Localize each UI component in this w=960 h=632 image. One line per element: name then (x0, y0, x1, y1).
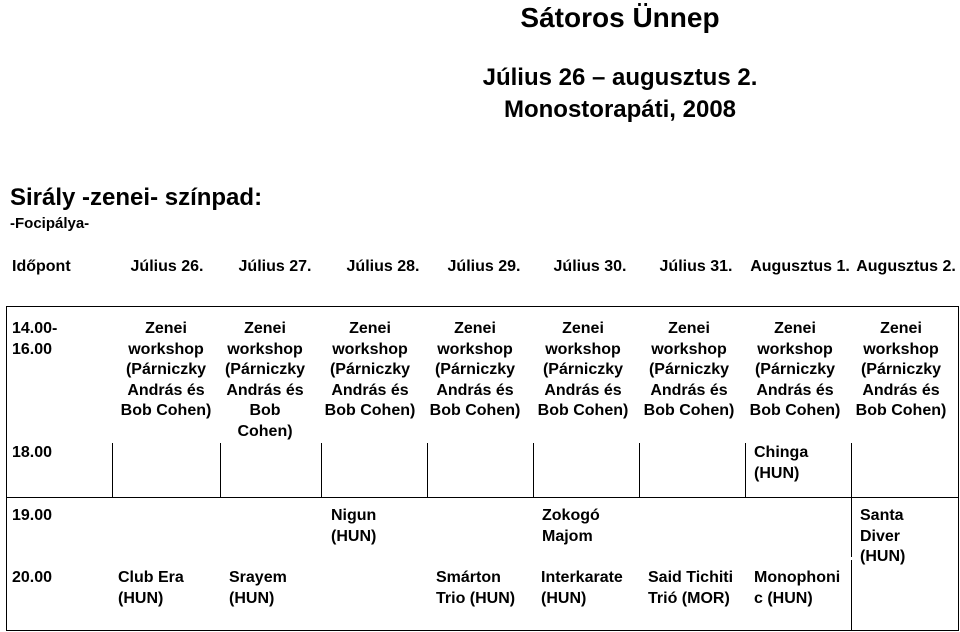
stage-title: Sirály -zenei- színpad: (10, 184, 263, 211)
performer-cell: Nigun (HUN) (331, 507, 377, 545)
table-rule (533, 443, 534, 497)
table-rule (958, 443, 959, 497)
performer-cell: Chinga (HUN) (754, 444, 809, 482)
performer-cell: Said Tichiti Trió (MOR) (648, 569, 734, 607)
workshop-cell: Zenei workshop (Párniczky András és Bob Cohen) (855, 320, 947, 420)
workshop-cell: Zenei workshop (Párniczky András és Bob Cohen) (224, 320, 306, 440)
table-rule (321, 443, 322, 497)
header-aug2: Augusztus 2. (856, 258, 956, 275)
table-rule (112, 443, 113, 497)
time-14-16: 14.00-16.00 (12, 320, 58, 358)
workshop-cell: Zenei workshop (Párniczky András és Bob Cohen) (537, 320, 629, 420)
event-dates: Július 26 – augusztus 2. (482, 64, 758, 91)
table-rule (745, 443, 746, 497)
workshop-cell: Zenei workshop (Párniczky András és Bob Cohen) (749, 320, 841, 420)
page-title: Sátoros Ünnep (520, 2, 720, 33)
header-jul29: Július 29. (447, 258, 521, 275)
performer-cell: Santa Diver (HUN) (860, 507, 906, 566)
performer-cell: Monophonic (HUN) (754, 569, 841, 607)
table-rule (427, 443, 428, 497)
event-place: Monostorapáti, 2008 (503, 96, 737, 123)
header-jul27: Július 27. (238, 258, 312, 275)
header-aug1: Augusztus 1. (750, 258, 850, 275)
workshop-cell: Zenei workshop (Párniczky András és Bob Cohen) (120, 320, 212, 420)
time-18: 18.00 (12, 444, 53, 461)
performer-cell: Club Era (HUN) (118, 569, 184, 607)
header-jul31: Július 31. (659, 258, 733, 275)
table-rule (851, 443, 852, 497)
workshop-cell: Zenei workshop (Párniczky András és Bob Cohen) (643, 320, 735, 420)
performer-cell: Interkarate (HUN) (541, 569, 623, 607)
performer-cell: Smárton Trio (HUN) (436, 569, 516, 607)
table-rule (220, 443, 221, 497)
header-jul26: Július 26. (130, 258, 204, 275)
header-time: Időpont (12, 258, 71, 275)
time-19: 19.00 (12, 507, 53, 524)
time-20: 20.00 (12, 569, 53, 586)
performer-cell: Srayem (HUN) (229, 569, 287, 607)
workshop-cell: Zenei workshop (Párniczky András és Bob Cohen) (324, 320, 416, 420)
table-rule (639, 443, 640, 497)
table-rule (6, 630, 959, 631)
table-rule (851, 497, 852, 557)
header-jul30: Július 30. (553, 258, 627, 275)
table-rule (6, 306, 7, 631)
table-rule (6, 306, 959, 307)
performer-cell: Zokogó Majom (542, 507, 600, 545)
header-jul28: Július 28. (346, 258, 420, 275)
workshop-cell: Zenei workshop (Párniczky András és Bob Cohen) (429, 320, 521, 420)
table-rule (6, 497, 959, 498)
table-rule (851, 560, 852, 630)
stage-venue: -Focipálya- (10, 215, 90, 232)
